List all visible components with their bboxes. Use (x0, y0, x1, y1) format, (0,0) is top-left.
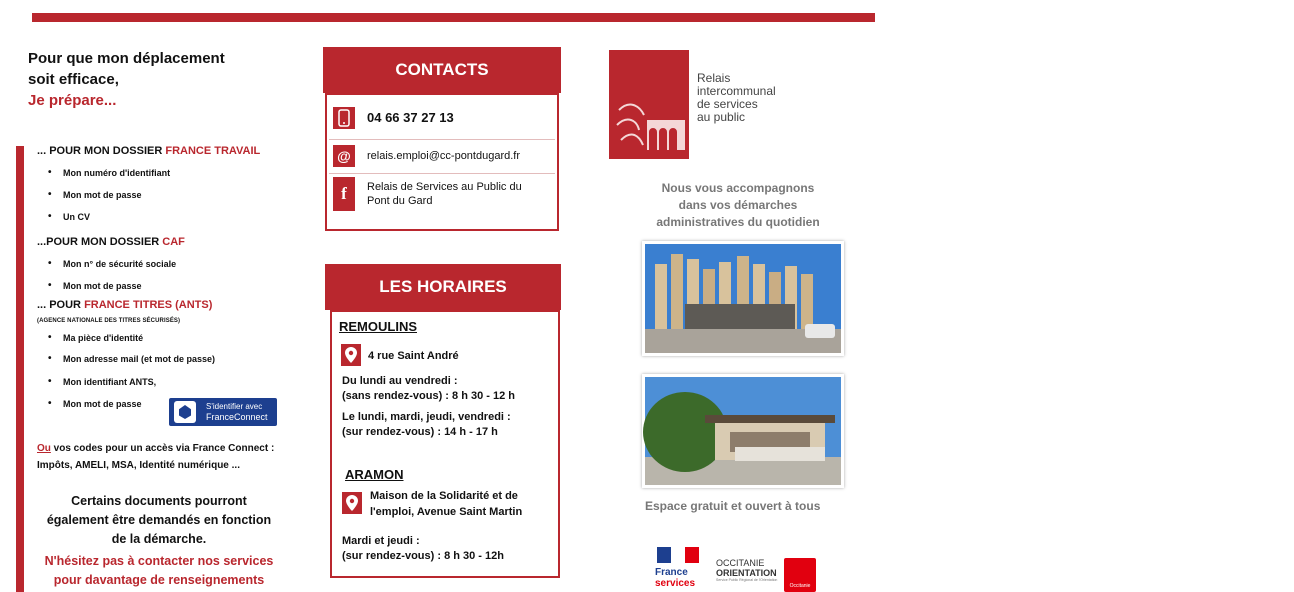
phone-icon (333, 107, 355, 129)
list-item: • Un CV (48, 212, 90, 222)
address-remoulins: 4 rue Saint André (368, 350, 459, 362)
relais-label: Relais intercommunal de services au public (697, 71, 776, 124)
section-france-travail: ... POUR MON DOSSIER FRANCE TRAVAIL (37, 145, 261, 157)
ants-agency-label: (AGENCE NATIONALE DES TITRES SÉCURISÉS) (37, 318, 181, 324)
contacts-header: CONTACTS (323, 47, 561, 93)
occitanie-orientation-logo: OCCITANIE ORIENTATION Service Public Régional de l'Orientation Occitanie (716, 558, 816, 592)
address-aramon: Maison de la Solidarité et de l'emploi, Avenue Saint Martin (370, 490, 523, 518)
france-services-logo: France services (655, 545, 705, 591)
email-address[interactable]: relais.emploi@cc-pontdugard.fr (367, 150, 521, 162)
franceconnect-button[interactable]: S'identifier avec FranceConnect (169, 398, 277, 426)
france-connect-codes: Ou vos codes pour un accès via France Connect : Impôts, AMELI, MSA, Identité numérique ... (37, 443, 275, 471)
list-item: • Mon adresse mail (et mot de passe) (48, 354, 215, 364)
list-item: • Ma pièce d'identité (48, 333, 143, 343)
town-aramon: ARAMON (345, 467, 404, 482)
phone-number[interactable]: 04 66 37 27 13 (367, 110, 454, 125)
building-photo-remoulins (642, 241, 844, 356)
list-item: • Mon numéro d'identifiant (48, 168, 170, 178)
list-item: • Mon n° de sécurité sociale (48, 259, 176, 269)
town-remoulins: REMOULINS (339, 319, 417, 334)
map-pin-icon (342, 492, 362, 514)
intro-heading: Pour que mon déplacement soit efficace, Je prépare... (28, 50, 225, 109)
section-caf: ...POUR MON DOSSIER CAF (37, 236, 185, 248)
tagline: Nous vous accompagnons dans vos démarches administratives du quotidien (656, 181, 820, 229)
building-photo-aramon (642, 374, 844, 488)
at-icon: @ (333, 145, 355, 167)
left-column (0, 0, 310, 592)
phone-row[interactable] (327, 101, 557, 135)
list-item: • Mon mot de passe (48, 190, 142, 200)
horaires-card (330, 310, 560, 578)
hours-remoulins: Du lundi au vendredi : (sans rendez-vous) : 8 h 30 - 12 h Le lundi, mardi, jeudi, vendredi : (sur rendez-vous) : 14 h - 17 h (342, 375, 515, 438)
documents-note: Certains documents pourront également être demandés en fonction de la démarche. (46, 494, 272, 546)
section-ants: ... POUR FRANCE TITRES (ANTS) (37, 299, 213, 311)
facebook-page[interactable]: Relais de Services au Public du Pont du Gard (367, 181, 522, 207)
contact-us-note: N'hésitez pas à contacter nos services pour davantage de renseignements (44, 554, 274, 587)
franceconnect-icon (174, 401, 196, 423)
list-item: • Mon mot de passe (48, 399, 142, 409)
facebook-icon: f (333, 177, 355, 211)
communaute-communes-logo: COMMUNAUTÉ DE COMMUNES PONT DU GARD (609, 50, 689, 159)
map-pin-icon (341, 344, 361, 366)
list-item: • Mon identifiant ANTS, (48, 377, 156, 387)
list-item: • Mon mot de passe (48, 281, 142, 291)
espace-label: Espace gratuit et ouvert à tous (645, 499, 821, 513)
horaires-header: LES HORAIRES (325, 264, 561, 310)
facebook-row[interactable] (327, 177, 557, 211)
email-row[interactable] (327, 143, 557, 169)
contacts-card (325, 93, 559, 231)
hours-aramon: Mardi et jeudi : (sur rendez-vous) : 8 h 30 - 12h (342, 535, 504, 562)
left-accent-rule (16, 146, 24, 592)
